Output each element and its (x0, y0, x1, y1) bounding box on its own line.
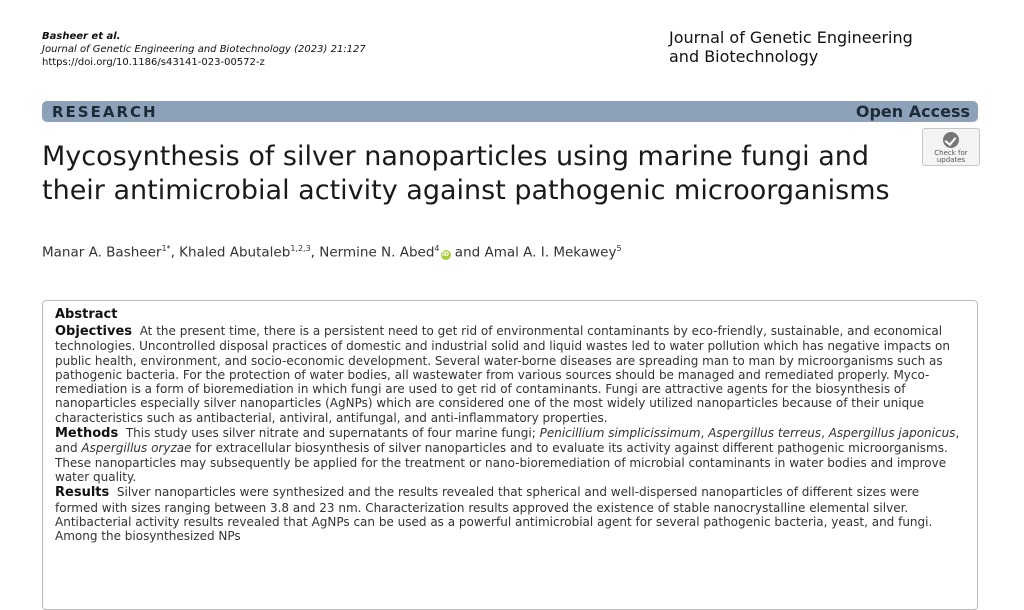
methods-intro: This study uses silver nitrate and supernatants of four marine fungi; (125, 426, 536, 441)
abstract-box (42, 300, 978, 610)
results-text: Silver nanoparticles were synthesized and the results revealed that spherical and well-dispersed nanoparticles of different sizes were formed with sizes ranging between 3.8 and 23 nm. Characterization results approved the existence of stable nanocrystalline elemental silver. Antibacterial activity results revealed that AgNPs can be used as a powerful antimicrobial agent for several pathogenic bacteria, yeast, and fungi. Among the biosynthesized NPs (55, 485, 933, 544)
list-separator: , and (55, 426, 960, 456)
author-separator: and (450, 244, 485, 261)
abstract-methods (55, 426, 965, 484)
check-updates-label-2: updates (936, 156, 966, 164)
author-affiliation: 1,2,3 (290, 244, 311, 253)
abstract-objectives (55, 324, 965, 425)
author-affiliation: 1* (161, 244, 171, 253)
species-name: Aspergillus terreus (708, 426, 822, 441)
citation-authors: Basheer et al. (42, 31, 121, 42)
list-separator: , (700, 426, 709, 441)
species-name: Penicillium simplicissimum (539, 426, 701, 441)
open-access-label: Open Access (855, 102, 970, 121)
results-label: Results (55, 485, 110, 501)
citation-doi-link[interactable]: https://doi.org/10.1186/s43141-023-00572-z (42, 57, 265, 68)
author-name[interactable]: Khaled Abutaleb (179, 244, 291, 261)
article-type-banner (42, 101, 978, 122)
author-name[interactable]: Manar A. Basheer (42, 244, 162, 261)
objectives-label: Objectives (55, 324, 133, 339)
check-updates-label-1: Check for (934, 149, 968, 157)
orcid-icon[interactable]: iD (441, 250, 450, 258)
author-separator: , (170, 244, 180, 261)
author-list (42, 244, 622, 261)
author-affiliation: 4 (434, 244, 440, 253)
check-updates-icon (943, 132, 959, 148)
abstract-results (55, 485, 965, 543)
abstract-heading: Abstract (55, 307, 118, 322)
methods-rest: for extracellular biosynthesis of silver nanoparticles and to evaluate its activity against different pathogenic microorganisms. These nanoparticles may subsequently be applied for the treatment or nano-bioremediation of microbial contaminants in water bodies and improve water quality. (55, 441, 948, 484)
author-name[interactable]: Amal A. I. Mekawey (484, 244, 617, 261)
citation-block (42, 30, 366, 69)
journal-name (669, 28, 999, 66)
check-for-updates-button[interactable] (922, 128, 980, 166)
author-name[interactable]: Nermine N. Abed (319, 244, 435, 261)
list-separator: , (821, 426, 829, 441)
methods-label: Methods (55, 426, 119, 442)
article-type-label: RESEARCH (52, 102, 158, 121)
objectives-text: At the present time, there is a persistent need to get rid of environmental contaminants by eco-friendly, sustainable, and economical technologies. Uncontrolled disposal practices of domestic and industrial solid and liquid wastes led to water pollution which has negative impacts on public health, environment, and socio-economic development. Several water-borne diseases are spreading man to man by microorganisms such as pathogenic bacteria. For the protection of water bodies, all wastewater from various sources should be managed and remediated properly. Myco-remediation is a form of bioremediation in which fungi are used to get rid of contaminants. Fungi are attractive agents for the biosynthesis of nanoparticles especially silver nanoparticles (AgNPs) which are considered one of the most widely utilized nanoparticles because of their unique characteristics such as antibacterial, antiviral, antifungal, and anti-inflammatory properties. (55, 324, 950, 425)
species-name: Aspergillus oryzae (81, 441, 192, 456)
species-name: Aspergillus japonicus (828, 426, 956, 441)
author-separator: , (310, 244, 320, 261)
author-affiliation: 5 (616, 244, 622, 253)
citation-journal-ref: Journal of Genetic Engineering and Biotechnology (2023) 21:127 (42, 44, 366, 55)
article-title: Mycosynthesis of silver nanoparticles using marine fungi and their antimicrobial activity against pathogenic microorganisms (42, 141, 890, 206)
journal-name-line1: Journal of Genetic Engineering (669, 28, 913, 47)
journal-name-line2: and Biotechnology (669, 47, 819, 66)
